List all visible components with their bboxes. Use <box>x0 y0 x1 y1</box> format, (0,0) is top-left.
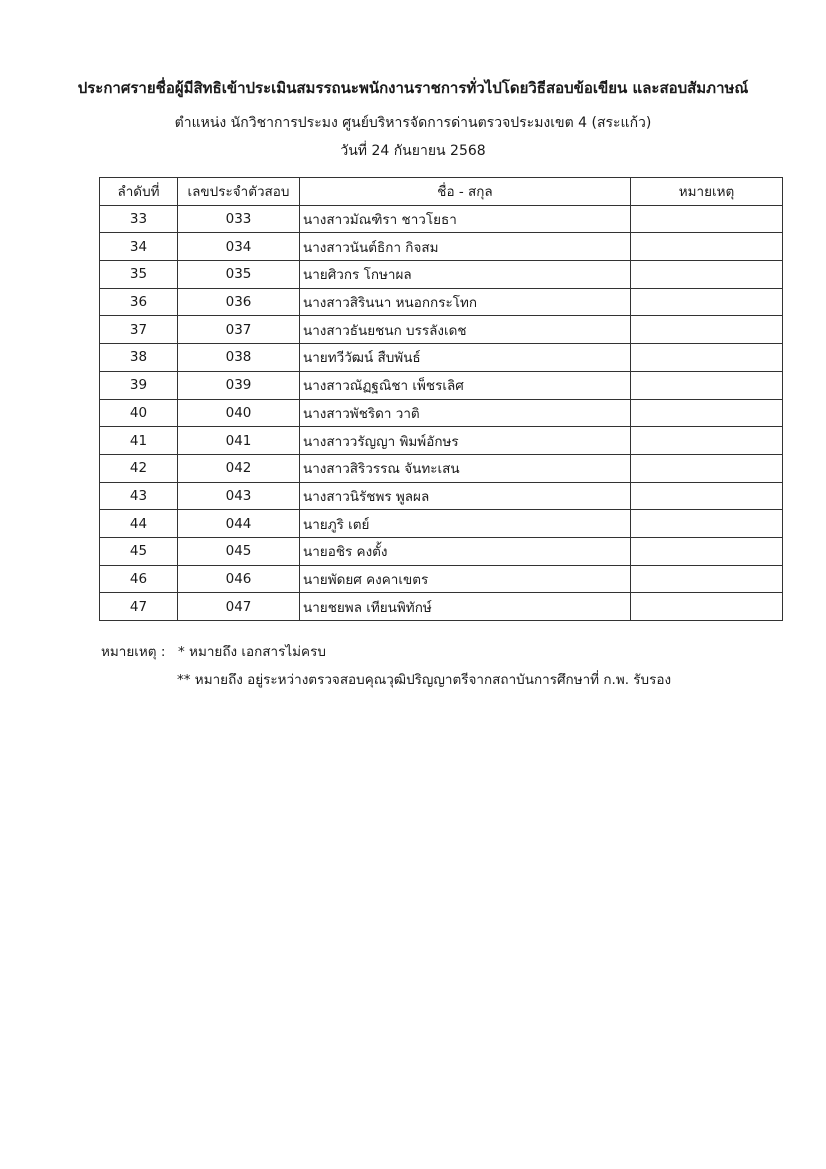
cell-exam-id: 037 <box>178 316 300 344</box>
notes-label: หมายเหตุ : <box>101 644 166 660</box>
cell-no: 37 <box>100 316 178 344</box>
cell-remark <box>631 510 783 538</box>
cell-exam-id: 039 <box>178 371 300 399</box>
cell-name: นางสาวพัชริดา วาติ <box>300 399 631 427</box>
table-row <box>100 510 783 538</box>
cell-exam-id: 045 <box>178 537 300 565</box>
cell-remark <box>631 427 783 455</box>
cell-no: 45 <box>100 537 178 565</box>
cell-remark <box>631 205 783 233</box>
cell-no: 36 <box>100 288 178 316</box>
cell-exam-id: 035 <box>178 261 300 289</box>
cell-remark <box>631 399 783 427</box>
cell-no: 43 <box>100 482 178 510</box>
cell-name: นางสาวมัณฑิรา ชาวโยธา <box>300 205 631 233</box>
table-body <box>100 205 783 620</box>
cell-remark <box>631 593 783 621</box>
cell-name: นางสาวณัฏฐณิชา เพ็ชรเลิศ <box>300 371 631 399</box>
cell-name: นายชยพล เทียนพิทักษ์ <box>300 593 631 621</box>
cell-remark <box>631 537 783 565</box>
header-exam-id: เลขประจำตัวสอบ <box>178 178 300 206</box>
table-row <box>100 399 783 427</box>
date-line: วันที่ 24 กันยายน 2568 <box>340 143 486 159</box>
cell-remark <box>631 371 783 399</box>
cell-remark <box>631 565 783 593</box>
note-degree-verification: ** หมายถึง อยู่ระหว่างตรวจสอบคุณวุฒิปริญญาตรีจากสถาบันการศึกษาที่ ก.พ. รับรอง <box>177 672 672 688</box>
cell-name: นางสาวธันยชนก บรรลังเดช <box>300 316 631 344</box>
table-row <box>100 233 783 261</box>
table-row <box>100 454 783 482</box>
cell-name: นางสาวนันต์ธิกา กิจสม <box>300 233 631 261</box>
cell-name: นางสาวสิริวรรณ จันทะเสน <box>300 454 631 482</box>
cell-no: 38 <box>100 344 178 372</box>
cell-exam-id: 040 <box>178 399 300 427</box>
cell-exam-id: 047 <box>178 593 300 621</box>
table-row <box>100 344 783 372</box>
cell-name: นายทวีวัฒน์ สืบพันธ์ <box>300 344 631 372</box>
table-row <box>100 537 783 565</box>
table-row <box>100 288 783 316</box>
note-incomplete-docs: * หมายถึง เอกสารไม่ครบ <box>178 644 326 660</box>
table-row <box>100 427 783 455</box>
cell-exam-id: 036 <box>178 288 300 316</box>
header-no: ลำดับที่ <box>100 178 178 206</box>
candidate-table <box>99 177 783 621</box>
cell-remark <box>631 454 783 482</box>
cell-remark <box>631 482 783 510</box>
table-row <box>100 482 783 510</box>
cell-no: 46 <box>100 565 178 593</box>
cell-remark <box>631 288 783 316</box>
cell-exam-id: 041 <box>178 427 300 455</box>
cell-no: 35 <box>100 261 178 289</box>
cell-exam-id: 034 <box>178 233 300 261</box>
cell-remark <box>631 233 783 261</box>
cell-name: นายพัดยศ คงคาเขตร <box>300 565 631 593</box>
table-row <box>100 316 783 344</box>
cell-exam-id: 033 <box>178 205 300 233</box>
cell-exam-id: 042 <box>178 454 300 482</box>
table-row <box>100 205 783 233</box>
cell-name: นางสาววรัญญา พิมพ์อักษร <box>300 427 631 455</box>
cell-name: นางสาวนิรัชพร พูลผล <box>300 482 631 510</box>
cell-remark <box>631 344 783 372</box>
table-row <box>100 261 783 289</box>
header-remark: หมายเหตุ <box>631 178 783 206</box>
cell-no: 40 <box>100 399 178 427</box>
cell-no: 44 <box>100 510 178 538</box>
cell-name: นางสาวสิรินนา หนอกกระโทก <box>300 288 631 316</box>
cell-no: 41 <box>100 427 178 455</box>
cell-no: 47 <box>100 593 178 621</box>
announcement-title: ประกาศรายชื่อผู้มีสิทธิเข้าประเมินสมรรถนะพนักงานราชการทั่วไปโดยวิธีสอบข้อเขียน และสอบสัมภาษณ์ <box>77 79 749 97</box>
cell-exam-id: 043 <box>178 482 300 510</box>
cell-exam-id: 038 <box>178 344 300 372</box>
table-row <box>100 371 783 399</box>
cell-name: นายภูริ เตย์ <box>300 510 631 538</box>
position-line: ตำแหน่ง นักวิชาการประมง ศูนย์บริหารจัดการด่านตรวจประมงเขต 4 (สระแก้ว) <box>174 115 652 131</box>
cell-exam-id: 046 <box>178 565 300 593</box>
cell-name: นายศิวกร โกษาผล <box>300 261 631 289</box>
cell-exam-id: 044 <box>178 510 300 538</box>
cell-name: นายอชิร คงตั้ง <box>300 537 631 565</box>
table-row <box>100 593 783 621</box>
cell-remark <box>631 316 783 344</box>
cell-no: 39 <box>100 371 178 399</box>
cell-no: 34 <box>100 233 178 261</box>
cell-remark <box>631 261 783 289</box>
cell-no: 42 <box>100 454 178 482</box>
table-header-row <box>100 178 783 206</box>
cell-no: 33 <box>100 205 178 233</box>
header-name: ชื่อ - สกุล <box>300 178 631 206</box>
table-row <box>100 565 783 593</box>
